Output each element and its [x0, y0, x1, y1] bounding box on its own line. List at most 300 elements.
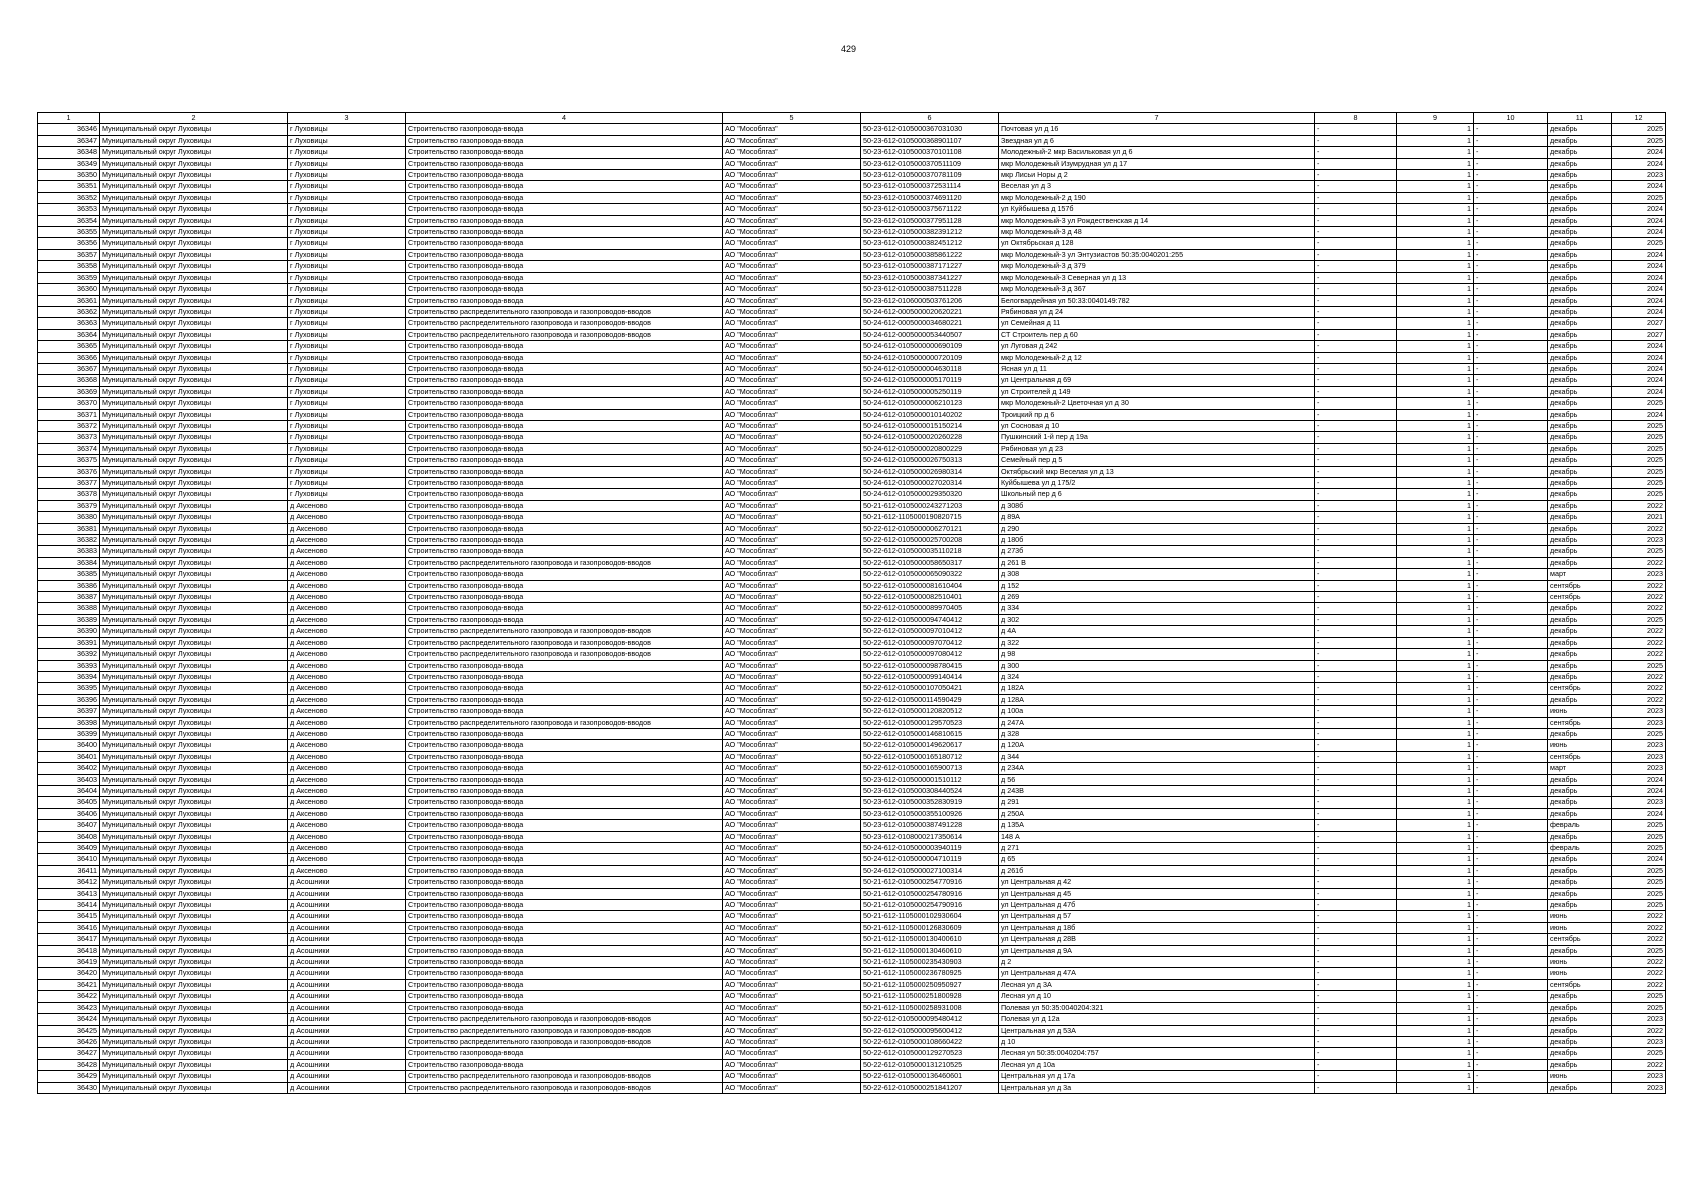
year-cell: 2025: [1612, 443, 1666, 454]
district-cell: Муниципальный округ Луховицы: [100, 854, 288, 865]
quantity-cell: 1: [1397, 660, 1474, 671]
address-cell: Полевая ул д 12а: [999, 1014, 1315, 1025]
table-row: [38, 170, 1666, 181]
organization-cell: АО "Мособлгаз": [723, 877, 861, 888]
row-number-cell: 36395: [38, 683, 100, 694]
column-header: 9: [1397, 113, 1474, 124]
row-number-cell: 36384: [38, 557, 100, 568]
row-number-cell: 36421: [38, 979, 100, 990]
quantity-cell: 1: [1397, 774, 1474, 785]
column-header: 5: [723, 113, 861, 124]
row-number-cell: 36368: [38, 375, 100, 386]
application-number-cell: 50-21-612-1105000235430903: [861, 957, 999, 968]
month-cell: сентябрь: [1548, 979, 1612, 990]
locality-cell: д Аксеново: [288, 603, 406, 614]
row-number-cell: 36426: [38, 1036, 100, 1047]
organization-cell: АО "Мособлгаз": [723, 614, 861, 625]
district-cell: Муниципальный округ Луховицы: [100, 227, 288, 238]
table-row: [38, 215, 1666, 226]
district-cell: Муниципальный округ Луховицы: [100, 466, 288, 477]
row-number-cell: 36422: [38, 991, 100, 1002]
col8-cell: -: [1315, 1071, 1397, 1082]
year-cell: 2025: [1612, 238, 1666, 249]
quantity-cell: 1: [1397, 215, 1474, 226]
col10-cell: -: [1474, 683, 1548, 694]
row-number-cell: 36353: [38, 204, 100, 215]
year-cell: 2022: [1612, 934, 1666, 945]
district-cell: Муниципальный округ Луховицы: [100, 124, 288, 135]
year-cell: 2024: [1612, 158, 1666, 169]
organization-cell: АО "Мособлгаз": [723, 147, 861, 158]
col10-cell: -: [1474, 249, 1548, 260]
month-cell: декабрь: [1548, 284, 1612, 295]
locality-cell: д Аксеново: [288, 614, 406, 625]
month-cell: сентябрь: [1548, 580, 1612, 591]
year-cell: 2023: [1612, 1071, 1666, 1082]
year-cell: 2025: [1612, 466, 1666, 477]
year-cell: 2022: [1612, 671, 1666, 682]
table-row: [38, 375, 1666, 386]
district-cell: Муниципальный округ Луховицы: [100, 557, 288, 568]
row-number-cell: 36389: [38, 614, 100, 625]
application-number-cell: 50-24-612-0105000026750313: [861, 455, 999, 466]
year-cell: 2024: [1612, 363, 1666, 374]
locality-cell: г Луховицы: [288, 227, 406, 238]
district-cell: Муниципальный округ Луховицы: [100, 797, 288, 808]
locality-cell: д Аксеново: [288, 831, 406, 842]
district-cell: Муниципальный округ Луховицы: [100, 306, 288, 317]
application-number-cell: 50-24-612-0105000005250119: [861, 386, 999, 397]
table-row: [38, 238, 1666, 249]
year-cell: 2024: [1612, 306, 1666, 317]
application-number-cell: 50-21-612-1105000258931008: [861, 1002, 999, 1013]
col10-cell: -: [1474, 831, 1548, 842]
month-cell: декабрь: [1548, 808, 1612, 819]
month-cell: декабрь: [1548, 854, 1612, 865]
col10-cell: -: [1474, 808, 1548, 819]
year-cell: 2025: [1612, 843, 1666, 854]
col10-cell: -: [1474, 523, 1548, 534]
locality-cell: г Луховицы: [288, 352, 406, 363]
col8-cell: -: [1315, 398, 1397, 409]
application-number-cell: 50-23-612-0105000387171227: [861, 261, 999, 272]
work-type-cell: Строительство газопровода-ввода: [406, 592, 723, 603]
address-cell: д 300: [999, 660, 1315, 671]
row-number-cell: 36400: [38, 740, 100, 751]
row-number-cell: 36363: [38, 318, 100, 329]
work-type-cell: Строительство распределительного газопровода и газопроводов-вводов: [406, 1082, 723, 1093]
address-cell: мкр Молодежный-3 д 367: [999, 284, 1315, 295]
year-cell: 2023: [1612, 797, 1666, 808]
year-cell: 2025: [1612, 900, 1666, 911]
work-type-cell: Строительство газопровода-ввода: [406, 341, 723, 352]
locality-cell: д Асошники: [288, 945, 406, 956]
application-number-cell: 50-24-612-0105000004710119: [861, 854, 999, 865]
locality-cell: г Луховицы: [288, 318, 406, 329]
quantity-cell: 1: [1397, 694, 1474, 705]
district-cell: Муниципальный округ Луховицы: [100, 329, 288, 340]
table-row: [38, 728, 1666, 739]
col10-cell: -: [1474, 592, 1548, 603]
month-cell: декабрь: [1548, 352, 1612, 363]
locality-cell: г Луховицы: [288, 386, 406, 397]
organization-cell: АО "Мособлгаз": [723, 843, 861, 854]
col8-cell: -: [1315, 238, 1397, 249]
row-number-cell: 36377: [38, 478, 100, 489]
quantity-cell: 1: [1397, 546, 1474, 557]
application-number-cell: 50-23-612-0105000370781109: [861, 170, 999, 181]
month-cell: декабрь: [1548, 728, 1612, 739]
organization-cell: АО "Мособлгаз": [723, 763, 861, 774]
col10-cell: -: [1474, 158, 1548, 169]
district-cell: Муниципальный округ Луховицы: [100, 192, 288, 203]
month-cell: февраль: [1548, 843, 1612, 854]
column-header: 1: [38, 113, 100, 124]
col8-cell: -: [1315, 808, 1397, 819]
col10-cell: -: [1474, 957, 1548, 968]
quantity-cell: 1: [1397, 968, 1474, 979]
locality-cell: д Аксеново: [288, 557, 406, 568]
quantity-cell: 1: [1397, 466, 1474, 477]
address-cell: д 250А: [999, 808, 1315, 819]
address-cell: Лесная ул 50:35:0040204:757: [999, 1048, 1315, 1059]
organization-cell: АО "Мособлгаз": [723, 238, 861, 249]
quantity-cell: 1: [1397, 238, 1474, 249]
table-body: [38, 124, 1666, 1094]
col8-cell: -: [1315, 614, 1397, 625]
row-number-cell: 36366: [38, 352, 100, 363]
quantity-cell: 1: [1397, 1071, 1474, 1082]
organization-cell: АО "Мособлгаз": [723, 375, 861, 386]
district-cell: Муниципальный округ Луховицы: [100, 238, 288, 249]
application-number-cell: 50-21-612-1105000130400610: [861, 934, 999, 945]
col8-cell: -: [1315, 455, 1397, 466]
year-cell: 2025: [1612, 1048, 1666, 1059]
row-number-cell: 36429: [38, 1071, 100, 1082]
quantity-cell: 1: [1397, 1059, 1474, 1070]
address-cell: Куйбышева ул д 175/2: [999, 478, 1315, 489]
col10-cell: -: [1474, 763, 1548, 774]
table-row: [38, 386, 1666, 397]
organization-cell: АО "Мособлгаз": [723, 1071, 861, 1082]
table-row: [38, 785, 1666, 796]
col8-cell: -: [1315, 831, 1397, 842]
organization-cell: АО "Мособлгаз": [723, 751, 861, 762]
work-type-cell: Строительство газопровода-ввода: [406, 865, 723, 876]
year-cell: 2025: [1612, 420, 1666, 431]
locality-cell: г Луховицы: [288, 466, 406, 477]
locality-cell: д Аксеново: [288, 865, 406, 876]
table-row: [38, 649, 1666, 660]
district-cell: Муниципальный округ Луховицы: [100, 945, 288, 956]
row-number-cell: 36367: [38, 363, 100, 374]
locality-cell: д Аксеново: [288, 854, 406, 865]
work-type-cell: Строительство газопровода-ввода: [406, 215, 723, 226]
quantity-cell: 1: [1397, 580, 1474, 591]
year-cell: 2025: [1612, 991, 1666, 1002]
address-cell: Лесная ул д 10а: [999, 1059, 1315, 1070]
quantity-cell: 1: [1397, 877, 1474, 888]
col10-cell: -: [1474, 706, 1548, 717]
table-row: [38, 272, 1666, 283]
table-row: [38, 363, 1666, 374]
month-cell: декабрь: [1548, 318, 1612, 329]
col8-cell: -: [1315, 318, 1397, 329]
work-type-cell: Строительство газопровода-ввода: [406, 979, 723, 990]
locality-cell: г Луховицы: [288, 135, 406, 146]
page-number: 429: [840, 44, 857, 54]
address-cell: ул Центральная д 45: [999, 888, 1315, 899]
locality-cell: д Аксеново: [288, 500, 406, 511]
year-cell: 2022: [1612, 592, 1666, 603]
year-cell: 2023: [1612, 740, 1666, 751]
work-type-cell: Строительство газопровода-ввода: [406, 261, 723, 272]
col10-cell: -: [1474, 728, 1548, 739]
application-number-cell: 50-24-612-0105000003940119: [861, 843, 999, 854]
col8-cell: -: [1315, 728, 1397, 739]
work-type-cell: Строительство газопровода-ввода: [406, 535, 723, 546]
address-cell: Почтовая ул д 16: [999, 124, 1315, 135]
work-type-cell: Строительство газопровода-ввода: [406, 455, 723, 466]
year-cell: 2025: [1612, 1002, 1666, 1013]
col8-cell: -: [1315, 341, 1397, 352]
address-cell: д 65: [999, 854, 1315, 865]
table-row: [38, 443, 1666, 454]
address-cell: д 328: [999, 728, 1315, 739]
table-row: [38, 512, 1666, 523]
row-number-cell: 36360: [38, 284, 100, 295]
work-type-cell: Строительство газопровода-ввода: [406, 728, 723, 739]
row-number-cell: 36357: [38, 249, 100, 260]
col10-cell: -: [1474, 489, 1548, 500]
district-cell: Муниципальный округ Луховицы: [100, 991, 288, 1002]
district-cell: Муниципальный округ Луховицы: [100, 934, 288, 945]
district-cell: Муниципальный округ Луховицы: [100, 1048, 288, 1059]
col10-cell: -: [1474, 352, 1548, 363]
row-number-cell: 36396: [38, 694, 100, 705]
year-cell: 2025: [1612, 135, 1666, 146]
row-number-cell: 36415: [38, 911, 100, 922]
address-cell: д 98: [999, 649, 1315, 660]
work-type-cell: Строительство распределительного газопровода и газопроводов-вводов: [406, 557, 723, 568]
organization-cell: АО "Мособлгаз": [723, 489, 861, 500]
row-number-cell: 36418: [38, 945, 100, 956]
month-cell: декабрь: [1548, 557, 1612, 568]
address-cell: д 243В: [999, 785, 1315, 796]
locality-cell: г Луховицы: [288, 170, 406, 181]
application-number-cell: 50-23-612-0105000370511109: [861, 158, 999, 169]
address-cell: Октябрьский мкр Веселая ул д 13: [999, 466, 1315, 477]
work-type-cell: Строительство газопровода-ввода: [406, 603, 723, 614]
locality-cell: г Луховицы: [288, 181, 406, 192]
district-cell: Муниципальный округ Луховицы: [100, 671, 288, 682]
col8-cell: -: [1315, 888, 1397, 899]
col10-cell: -: [1474, 363, 1548, 374]
quantity-cell: 1: [1397, 991, 1474, 1002]
year-cell: 2025: [1612, 398, 1666, 409]
application-number-cell: 50-23-612-0105000377951128: [861, 215, 999, 226]
organization-cell: АО "Мособлгаз": [723, 135, 861, 146]
address-cell: д 4А: [999, 626, 1315, 637]
col8-cell: -: [1315, 979, 1397, 990]
locality-cell: д Асошники: [288, 1002, 406, 1013]
district-cell: Муниципальный округ Луховицы: [100, 181, 288, 192]
organization-cell: АО "Мособлгаз": [723, 1014, 861, 1025]
district-cell: Муниципальный округ Луховицы: [100, 1002, 288, 1013]
work-type-cell: Строительство газопровода-ввода: [406, 763, 723, 774]
organization-cell: АО "Мособлгаз": [723, 1059, 861, 1070]
work-type-cell: Строительство газопровода-ввода: [406, 523, 723, 534]
application-number-cell: 50-23-612-0105000001510112: [861, 774, 999, 785]
table-row: [38, 854, 1666, 865]
row-number-cell: 36407: [38, 820, 100, 831]
locality-cell: г Луховицы: [288, 284, 406, 295]
locality-cell: г Луховицы: [288, 489, 406, 500]
col8-cell: -: [1315, 945, 1397, 956]
quantity-cell: 1: [1397, 626, 1474, 637]
district-cell: Муниципальный округ Луховицы: [100, 1014, 288, 1025]
column-header: 10: [1474, 113, 1548, 124]
table-row: [38, 934, 1666, 945]
month-cell: декабрь: [1548, 478, 1612, 489]
organization-cell: АО "Мособлгаз": [723, 991, 861, 1002]
table-row: [38, 774, 1666, 785]
month-cell: декабрь: [1548, 785, 1612, 796]
work-type-cell: Строительство газопровода-ввода: [406, 135, 723, 146]
locality-cell: д Аксеново: [288, 785, 406, 796]
quantity-cell: 1: [1397, 409, 1474, 420]
work-type-cell: Строительство газопровода-ввода: [406, 352, 723, 363]
organization-cell: АО "Мособлгаз": [723, 398, 861, 409]
row-number-cell: 36405: [38, 797, 100, 808]
month-cell: июнь: [1548, 922, 1612, 933]
month-cell: декабрь: [1548, 535, 1612, 546]
column-header: 12: [1612, 113, 1666, 124]
quantity-cell: 1: [1397, 557, 1474, 568]
quantity-cell: 1: [1397, 797, 1474, 808]
quantity-cell: 1: [1397, 432, 1474, 443]
col10-cell: -: [1474, 478, 1548, 489]
row-number-cell: 36351: [38, 181, 100, 192]
col10-cell: -: [1474, 820, 1548, 831]
year-cell: 2023: [1612, 535, 1666, 546]
col8-cell: -: [1315, 660, 1397, 671]
col8-cell: -: [1315, 546, 1397, 557]
table-row: [38, 717, 1666, 728]
month-cell: декабрь: [1548, 227, 1612, 238]
organization-cell: АО "Мособлгаз": [723, 557, 861, 568]
application-number-cell: 50-22-612-0105000114590429: [861, 694, 999, 705]
locality-cell: д Аксеново: [288, 592, 406, 603]
application-number-cell: 50-22-612-0105000149620617: [861, 740, 999, 751]
district-cell: Муниципальный округ Луховицы: [100, 546, 288, 557]
district-cell: Муниципальный округ Луховицы: [100, 500, 288, 511]
application-number-cell: 50-22-612-0105000098780415: [861, 660, 999, 671]
address-cell: ул Центральная д 69: [999, 375, 1315, 386]
locality-cell: д Аксеново: [288, 535, 406, 546]
district-cell: Муниципальный округ Луховицы: [100, 569, 288, 580]
locality-cell: г Луховицы: [288, 420, 406, 431]
col8-cell: -: [1315, 717, 1397, 728]
table-row: [38, 158, 1666, 169]
year-cell: 2022: [1612, 603, 1666, 614]
organization-cell: АО "Мособлгаз": [723, 546, 861, 557]
year-cell: 2025: [1612, 945, 1666, 956]
locality-cell: д Асошники: [288, 900, 406, 911]
year-cell: 2024: [1612, 147, 1666, 158]
col10-cell: -: [1474, 1071, 1548, 1082]
table-row: [38, 1036, 1666, 1047]
year-cell: 2025: [1612, 888, 1666, 899]
year-cell: 2025: [1612, 432, 1666, 443]
application-number-cell: 50-22-612-0105000089970405: [861, 603, 999, 614]
locality-cell: г Луховицы: [288, 443, 406, 454]
work-type-cell: Строительство распределительного газопровода и газопроводов-вводов: [406, 717, 723, 728]
application-number-cell: 50-21-612-1105000130460610: [861, 945, 999, 956]
month-cell: декабрь: [1548, 831, 1612, 842]
locality-cell: г Луховицы: [288, 363, 406, 374]
district-cell: Муниципальный округ Луховицы: [100, 352, 288, 363]
month-cell: сентябрь: [1548, 717, 1612, 728]
col8-cell: -: [1315, 261, 1397, 272]
district-cell: Муниципальный округ Луховицы: [100, 763, 288, 774]
district-cell: Муниципальный округ Луховицы: [100, 455, 288, 466]
col8-cell: -: [1315, 420, 1397, 431]
col10-cell: -: [1474, 785, 1548, 796]
month-cell: декабрь: [1548, 420, 1612, 431]
address-cell: д 322: [999, 637, 1315, 648]
application-number-cell: 50-21-612-1105000250950927: [861, 979, 999, 990]
organization-cell: АО "Мособлгаз": [723, 432, 861, 443]
month-cell: декабрь: [1548, 386, 1612, 397]
row-number-cell: 36393: [38, 660, 100, 671]
col10-cell: -: [1474, 968, 1548, 979]
quantity-cell: 1: [1397, 979, 1474, 990]
table-row: [38, 888, 1666, 899]
address-cell: д 261 В: [999, 557, 1315, 568]
locality-cell: г Луховицы: [288, 329, 406, 340]
year-cell: 2025: [1612, 820, 1666, 831]
col8-cell: -: [1315, 523, 1397, 534]
quantity-cell: 1: [1397, 329, 1474, 340]
year-cell: 2022: [1612, 580, 1666, 591]
col8-cell: -: [1315, 535, 1397, 546]
application-number-cell: 50-22-612-0105000097010412: [861, 626, 999, 637]
month-cell: июнь: [1548, 911, 1612, 922]
district-cell: Муниципальный округ Луховицы: [100, 911, 288, 922]
col10-cell: -: [1474, 865, 1548, 876]
month-cell: декабрь: [1548, 409, 1612, 420]
locality-cell: г Луховицы: [288, 272, 406, 283]
month-cell: декабрь: [1548, 614, 1612, 625]
organization-cell: АО "Мособлгаз": [723, 1048, 861, 1059]
address-cell: д 100а: [999, 706, 1315, 717]
month-cell: декабрь: [1548, 295, 1612, 306]
organization-cell: АО "Мособлгаз": [723, 352, 861, 363]
row-number-cell: 36361: [38, 295, 100, 306]
year-cell: 2023: [1612, 751, 1666, 762]
table-row: [38, 945, 1666, 956]
row-number-cell: 36354: [38, 215, 100, 226]
locality-cell: д Асошники: [288, 888, 406, 899]
col8-cell: -: [1315, 409, 1397, 420]
organization-cell: АО "Мособлгаз": [723, 227, 861, 238]
address-cell: ул Центральная д 9А: [999, 945, 1315, 956]
month-cell: декабрь: [1548, 512, 1612, 523]
address-cell: д 273б: [999, 546, 1315, 557]
organization-cell: АО "Мособлгаз": [723, 934, 861, 945]
address-cell: д 308: [999, 569, 1315, 580]
